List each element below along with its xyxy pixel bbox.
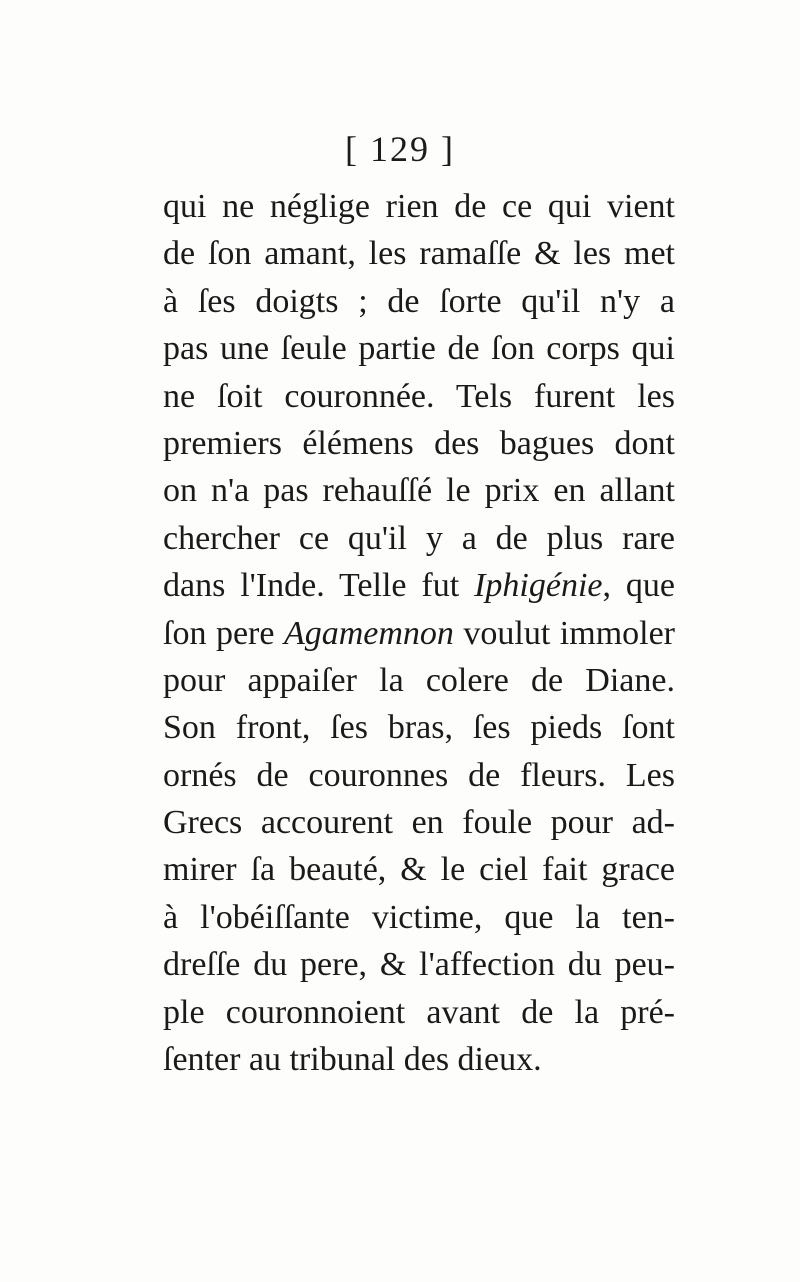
text-line [163,894,675,941]
text-segment: ne ſoit couronnée. Tels furent les [163,377,675,415]
text-line [163,846,675,893]
text-segment: dreſſe du pere, & l'affection du peu- [163,946,675,984]
text-segment: à l'obéiſſante victime, que la ten- [163,898,675,936]
text-line [163,325,675,372]
body-text [163,183,675,1083]
italic-name: Iphigénie [474,567,603,605]
text-segment: Grecs accourent en foule pour ad- [163,804,675,842]
text-line [163,799,675,846]
text-segment: qui ne néglige rien de ce qui vient [163,188,675,225]
text-line [163,515,675,562]
italic-name: Agamemnon [283,614,454,652]
text-segment: pas une ſeule partie de ſon corps qui [163,330,675,368]
text-segment: voulut immoler [453,614,676,652]
text-segment: ſon pere [163,614,284,652]
text-line [163,230,675,277]
text-segment: Son front, ſes bras, ſes pieds ſont [163,709,675,747]
text-line [163,183,675,230]
text-line [163,278,675,325]
text-line [163,467,675,514]
text-line [163,657,675,704]
text-segment: à ſes doigts ; de ſorte qu'il n'y a [163,282,675,320]
text-line [163,752,675,799]
text-line [163,704,675,751]
text-line [163,562,675,609]
text-segment: ornés de couronnes de fleurs. Les [163,756,675,794]
text-segment: dans l'Inde. Telle fut [163,567,475,605]
text-segment: de ſon amant, les ramaſſe & les met [163,235,675,273]
text-segment: chercher ce qu'il y a de plus rare [163,519,675,557]
text-line [163,1036,675,1083]
text-segment: ſenter au tribunal des dieux. [163,1041,542,1079]
text-segment: mirer ſa beauté, & le ciel fait grace [163,851,675,889]
text-line [163,373,675,420]
text-line [163,420,675,467]
page-number: [ 129 ] [345,129,455,169]
text-segment: ple couronnoient avant de la pré- [163,993,675,1031]
text-segment: pour appaiſer la colere de Diane. [163,661,675,699]
text-line [163,941,675,988]
text-line [163,610,675,657]
text-segment: premiers élémens des bagues dont [163,424,675,462]
text-line [163,989,675,1036]
text-segment: on n'a pas rehauſſé le prix en allant [163,472,675,510]
text-segment: , que [602,567,676,605]
